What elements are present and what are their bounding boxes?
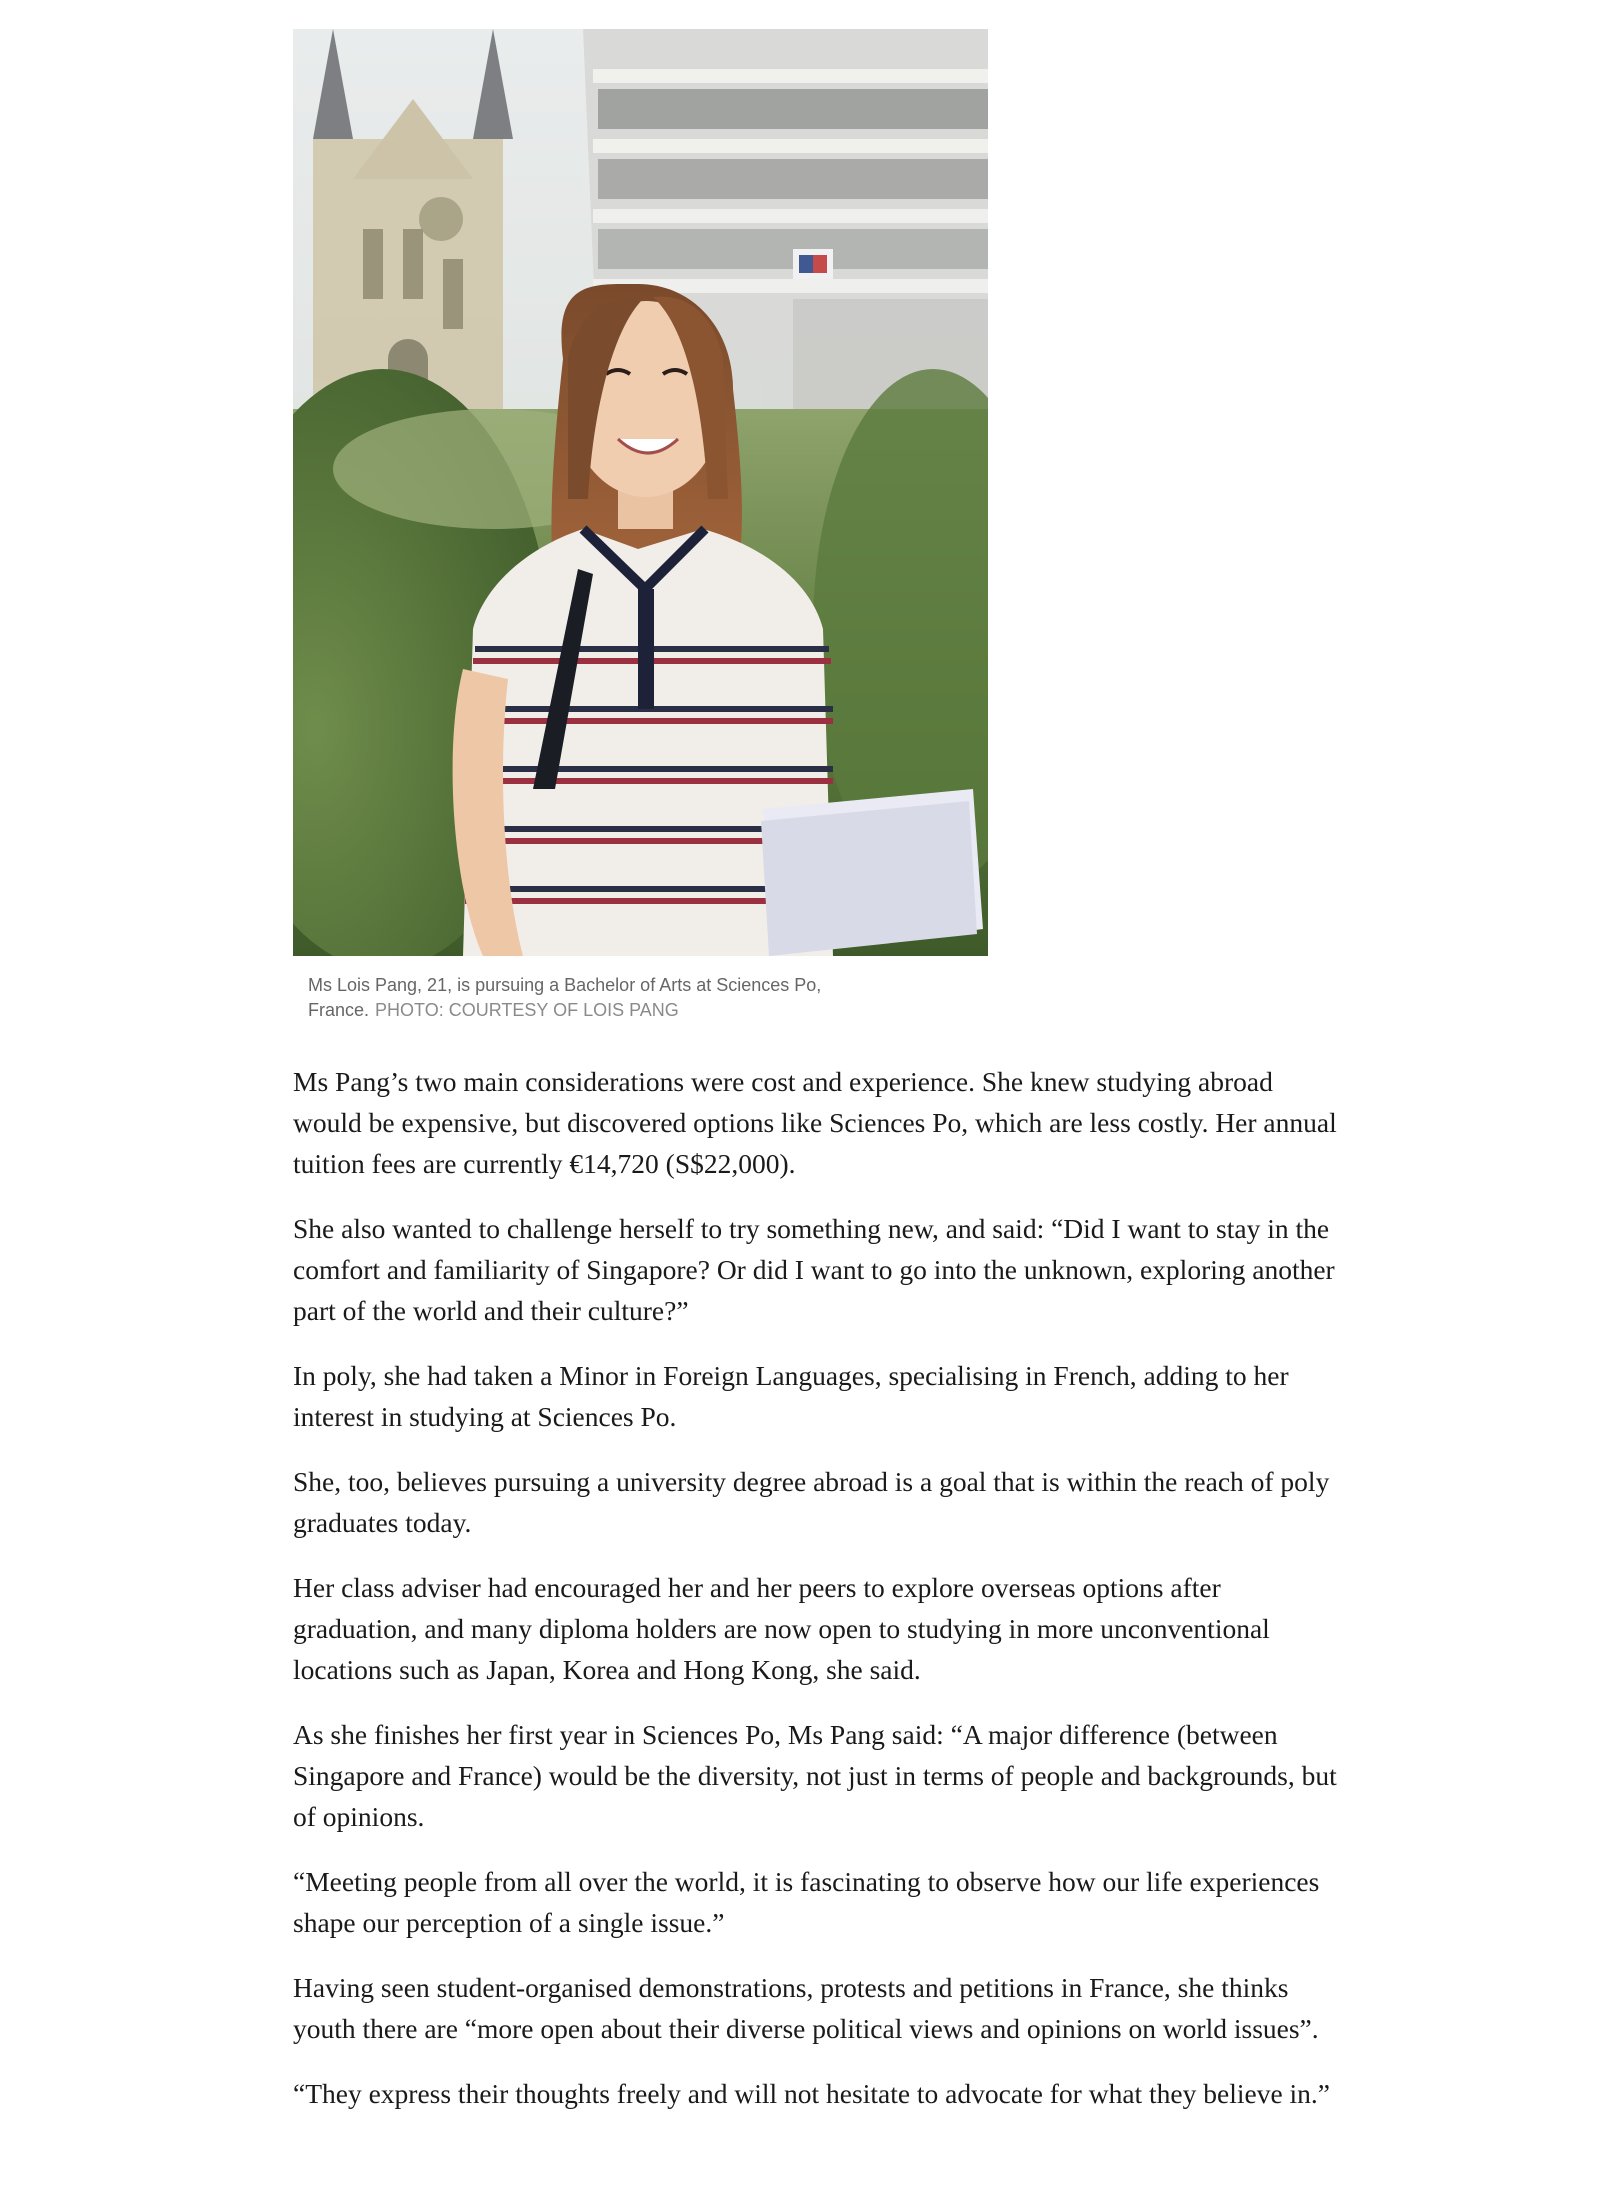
paragraph: Her class adviser had encouraged her and her peers to explore overseas options after graduation, and many diploma holders are now open to studying in more unconventional locations such as Japan, Korea and Hong Kong, she said. [293,1572,1270,1685]
paragraph: She, too, believes pursuing a university degree abroad is a goal that is within the reach of poly graduates today. [293,1466,1330,1538]
caption-credit: PHOTO: COURTESY OF LOIS PANG [375,1000,679,1020]
paragraph: Having seen student-organised demonstrations, protests and petitions in France, she thinks youth there are “more open about their diverse political views and opinions on world issues”. [293,1972,1319,2044]
paragraph: As she finishes her first year in Sciences Po, Ms Pang said: “A major difference (between Singapore and France) would be the diversity, not just in terms of people and backgrounds, but of opinions. [293,1719,1337,1832]
caption-text: Ms Lois Pang, 21, is pursuing a Bachelor of Arts at Sciences Po, France. [308,975,822,1020]
paragraph: Ms Pang’s two main considerations were cost and experience. She knew studying abroad would be expensive, but discovered options like Sciences Po, which are less costly. Her annual tuition fees are currently €14,720 (S$22,000). [293,1066,1337,1179]
paragraph: In poly, she had taken a Minor in Foreign Languages, specialising in French, adding to her interest in studying at Sciences Po. [293,1360,1289,1432]
paragraph: “Meeting people from all over the world, it is fascinating to observe how our life experiences shape our perception of a single issue.” [293,1866,1320,1938]
papers [761,789,983,956]
article [293,29,1343,2138]
photo-caption [308,973,928,1023]
photo-illustration [293,29,988,956]
paragraph: She also wanted to challenge herself to try something new, and said: “Did I want to stay in the comfort and familiarity of Singapore? Or did I want to go into the unknown, exploring another part of the world and their culture?” [293,1213,1335,1326]
article-photo[interactable] [293,29,988,956]
paragraph: “They express their thoughts freely and will not hesitate to advocate for what they believe in.” [293,2078,1331,2109]
article-figure [293,29,1343,1023]
article-body [293,1061,1343,2114]
